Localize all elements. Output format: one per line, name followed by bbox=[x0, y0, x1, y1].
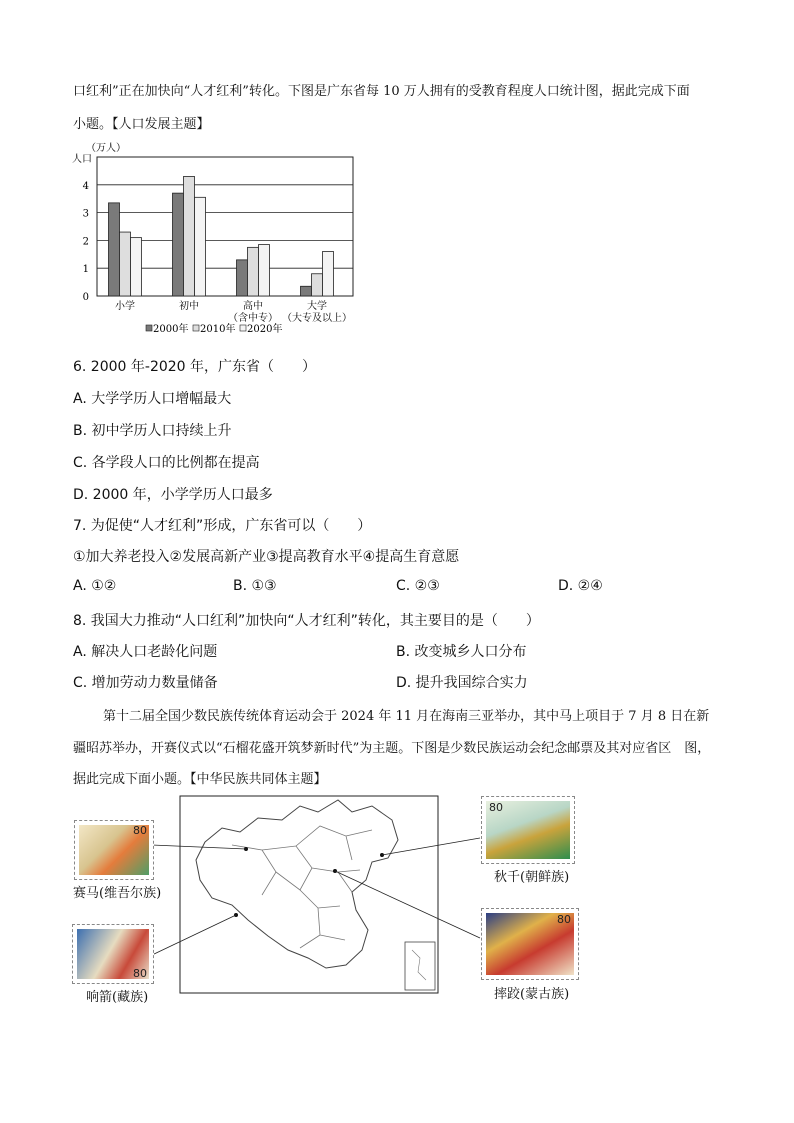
y-tick-label: 0 bbox=[82, 292, 89, 303]
x-tick-label: 大学 bbox=[307, 301, 327, 312]
q6-option-c[interactable]: C. 各学段人口的比例都在提高 bbox=[73, 455, 260, 471]
passage2-line-1: 第十二届全国少数民族传统体育运动会于 2024 年 11 月在海南三亚举办，其中马上项目于 7 月 8 日在新 bbox=[103, 709, 710, 724]
stamp-saima-value: 80 bbox=[133, 824, 147, 837]
x-tick-sublabel: （含中专） bbox=[228, 313, 278, 324]
stamp-shuaijiao bbox=[481, 908, 579, 980]
caption-shuaijiao: 摔跤(蒙古族) bbox=[494, 987, 570, 1002]
q6-stem: 6. 2000 年-2020 年，广东省（ ） bbox=[73, 359, 317, 375]
intro-line-1: 口红利”正在加快向“人才红利”转化。下图是广东省每 10 万人拥有的受教育程度人口统计图，据此完成下面 bbox=[73, 84, 690, 99]
caption-qiuqian: 秋千(朝鲜族) bbox=[494, 870, 570, 885]
y-tick-label: 2 bbox=[82, 236, 89, 248]
y-tick-label: 3 bbox=[82, 208, 89, 220]
chart-y-label: 人口 bbox=[72, 154, 92, 165]
stamp-shuaijiao-value: 80 bbox=[557, 913, 571, 926]
caption-saima: 赛马(维吾尔族) bbox=[73, 886, 162, 901]
caption-shejian: 响箭(藏族) bbox=[86, 990, 149, 1005]
q8-option-c[interactable]: C. 增加劳动力数量储备 bbox=[73, 675, 218, 691]
q7-choices: ①加大养老投入②发展高新产业③提高教育水平④提高生育意愿 bbox=[73, 549, 460, 565]
passage2-line-2: 疆昭苏举办，开赛仪式以“石榴花盛开筑梦新时代”为主题。下图是少数民族运动会纪念邮票及其对应省区 图， bbox=[73, 741, 711, 756]
legend-label: 2010年 bbox=[200, 324, 236, 335]
x-tick-label: 初中 bbox=[179, 301, 199, 312]
q8-option-a[interactable]: A. 解决人口老龄化问题 bbox=[73, 644, 218, 660]
q8-stem: 8. 我国大力推动“人口红利”加快向“人才红利”转化，其主要目的是（ ） bbox=[73, 613, 540, 629]
stamp-shejian-value: 80 bbox=[133, 967, 147, 980]
q8-option-b[interactable]: B. 改变城乡人口分布 bbox=[396, 644, 527, 660]
legend-label: 2000年 bbox=[153, 324, 189, 335]
stamp-qiuqian-value: 80 bbox=[489, 801, 503, 814]
q7-option-d[interactable]: D. ②④ bbox=[558, 578, 603, 594]
x-tick-label: 高中 bbox=[243, 301, 263, 312]
y-tick-label: 4 bbox=[82, 180, 89, 192]
q6-option-a[interactable]: A. 大学学历人口增幅最大 bbox=[73, 391, 232, 407]
q7-stem: 7. 为促使“人才红利”形成，广东省可以（ ） bbox=[73, 518, 372, 534]
y-tick-label: 1 bbox=[82, 264, 89, 276]
map-frame bbox=[180, 796, 438, 993]
chart-unit-label: （万人） bbox=[86, 143, 126, 154]
south-sea-inset bbox=[405, 942, 435, 990]
intro-line-2: 小题。【人口发展主题】 bbox=[73, 117, 210, 132]
q7-option-a[interactable]: A. ①② bbox=[73, 578, 117, 594]
stamp-shejian bbox=[72, 924, 154, 984]
passage2-line-3: 据此完成下面小题。【中华民族共同体主题】 bbox=[73, 772, 327, 787]
x-tick-sublabel: （大专及以上） bbox=[282, 313, 352, 324]
stamp-qiuqian bbox=[481, 796, 575, 864]
q8-option-d[interactable]: D. 提升我国综合实力 bbox=[396, 675, 528, 691]
q7-option-b[interactable]: B. ①③ bbox=[233, 578, 277, 594]
stamp-saima bbox=[74, 820, 154, 880]
legend-label: 2020年 bbox=[247, 324, 283, 335]
q7-option-c[interactable]: C. ②③ bbox=[396, 578, 440, 594]
x-tick-label: 小学 bbox=[115, 301, 135, 312]
q6-option-d[interactable]: D. 2000 年，小学学历人口最多 bbox=[73, 487, 273, 503]
q6-option-b[interactable]: B. 初中学历人口持续上升 bbox=[73, 423, 232, 439]
